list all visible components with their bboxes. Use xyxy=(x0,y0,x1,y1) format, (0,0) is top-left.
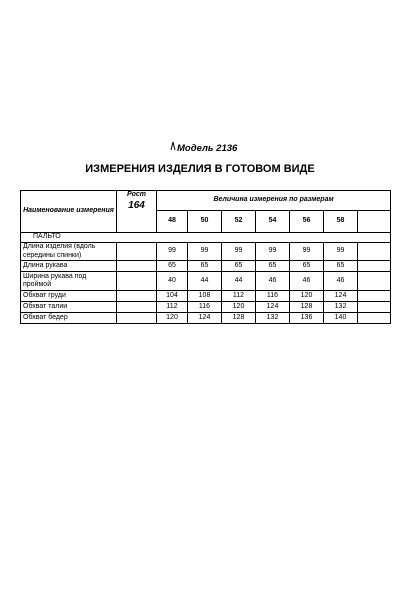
size-header: 56 xyxy=(290,211,324,233)
cell-value: 44 xyxy=(188,272,222,291)
empty-cell xyxy=(117,243,157,261)
cell-value: 124 xyxy=(188,313,222,324)
cell-value: 99 xyxy=(256,243,290,261)
cell-value: 132 xyxy=(324,302,358,313)
table-row xyxy=(21,261,391,272)
sizes-group-header: Величина измерения по размерам xyxy=(157,191,391,211)
cell-value: 65 xyxy=(256,261,290,272)
cell-value: 65 xyxy=(290,261,324,272)
empty-cell xyxy=(117,272,157,291)
cell-value: 99 xyxy=(188,243,222,261)
table-row xyxy=(21,272,391,291)
size-header: 50 xyxy=(188,211,222,233)
cell-value: 65 xyxy=(157,261,188,272)
handwritten-mark-icon xyxy=(170,141,176,154)
empty-cell xyxy=(358,261,391,272)
empty-cell xyxy=(358,302,391,313)
table-row xyxy=(21,313,391,324)
header-row-top xyxy=(21,191,391,211)
empty-cell xyxy=(117,302,157,313)
empty-cell xyxy=(358,243,391,261)
table-row xyxy=(21,302,391,313)
cell-value: 46 xyxy=(256,272,290,291)
cell-value: 120 xyxy=(157,313,188,324)
empty-cell xyxy=(117,313,157,324)
cell-value: 99 xyxy=(324,243,358,261)
table-row xyxy=(21,243,391,261)
cell-value: 99 xyxy=(157,243,188,261)
cell-value: 120 xyxy=(290,291,324,302)
table-row xyxy=(21,291,391,302)
row-label: Длина рукава xyxy=(21,261,117,272)
cell-value: 116 xyxy=(188,302,222,313)
cell-value: 120 xyxy=(222,302,256,313)
page-title: ИЗМЕРЕНИЯ ИЗДЕЛИЯ В ГОТОВОМ ВИДЕ xyxy=(85,163,315,175)
cell-value: 128 xyxy=(290,302,324,313)
size-header: 48 xyxy=(157,211,188,233)
empty-cell xyxy=(117,261,157,272)
empty-cell xyxy=(358,211,391,233)
height-value: 164 xyxy=(128,200,145,212)
row-label: Длина изделия (вдоль середины спинки) xyxy=(21,243,117,261)
cell-value: 44 xyxy=(222,272,256,291)
size-header: 54 xyxy=(256,211,290,233)
cell-value: 65 xyxy=(188,261,222,272)
row-label: Обхват бедер xyxy=(21,313,117,324)
row-label: Ширина рукава под проймой xyxy=(21,272,117,291)
cell-value: 46 xyxy=(324,272,358,291)
cell-value: 46 xyxy=(290,272,324,291)
height-header xyxy=(117,191,157,233)
cell-value: 99 xyxy=(290,243,324,261)
row-label: Обхват талии xyxy=(21,302,117,313)
row-label: Обхват груди xyxy=(21,291,117,302)
cell-value: 124 xyxy=(256,302,290,313)
cell-value: 112 xyxy=(222,291,256,302)
name-header: Наименование измерения xyxy=(21,191,117,233)
empty-cell xyxy=(358,313,391,324)
model-label xyxy=(170,141,237,154)
cell-value: 124 xyxy=(324,291,358,302)
cell-value: 136 xyxy=(290,313,324,324)
cell-value: 128 xyxy=(222,313,256,324)
section-row xyxy=(21,233,391,243)
height-label: Рост xyxy=(127,191,146,198)
cell-value: 108 xyxy=(188,291,222,302)
cell-value: 40 xyxy=(157,272,188,291)
empty-cell xyxy=(358,272,391,291)
cell-value: 65 xyxy=(324,261,358,272)
measurements-table xyxy=(20,190,391,324)
cell-value: 104 xyxy=(157,291,188,302)
cell-value: 132 xyxy=(256,313,290,324)
section-label: ПАЛЬТО xyxy=(21,233,391,243)
cell-value: 112 xyxy=(157,302,188,313)
size-header: 52 xyxy=(222,211,256,233)
model-text: Модель 2136 xyxy=(177,143,238,154)
empty-cell xyxy=(358,291,391,302)
cell-value: 65 xyxy=(222,261,256,272)
size-header: 58 xyxy=(324,211,358,233)
cell-value: 140 xyxy=(324,313,358,324)
cell-value: 116 xyxy=(256,291,290,302)
empty-cell xyxy=(117,291,157,302)
cell-value: 99 xyxy=(222,243,256,261)
